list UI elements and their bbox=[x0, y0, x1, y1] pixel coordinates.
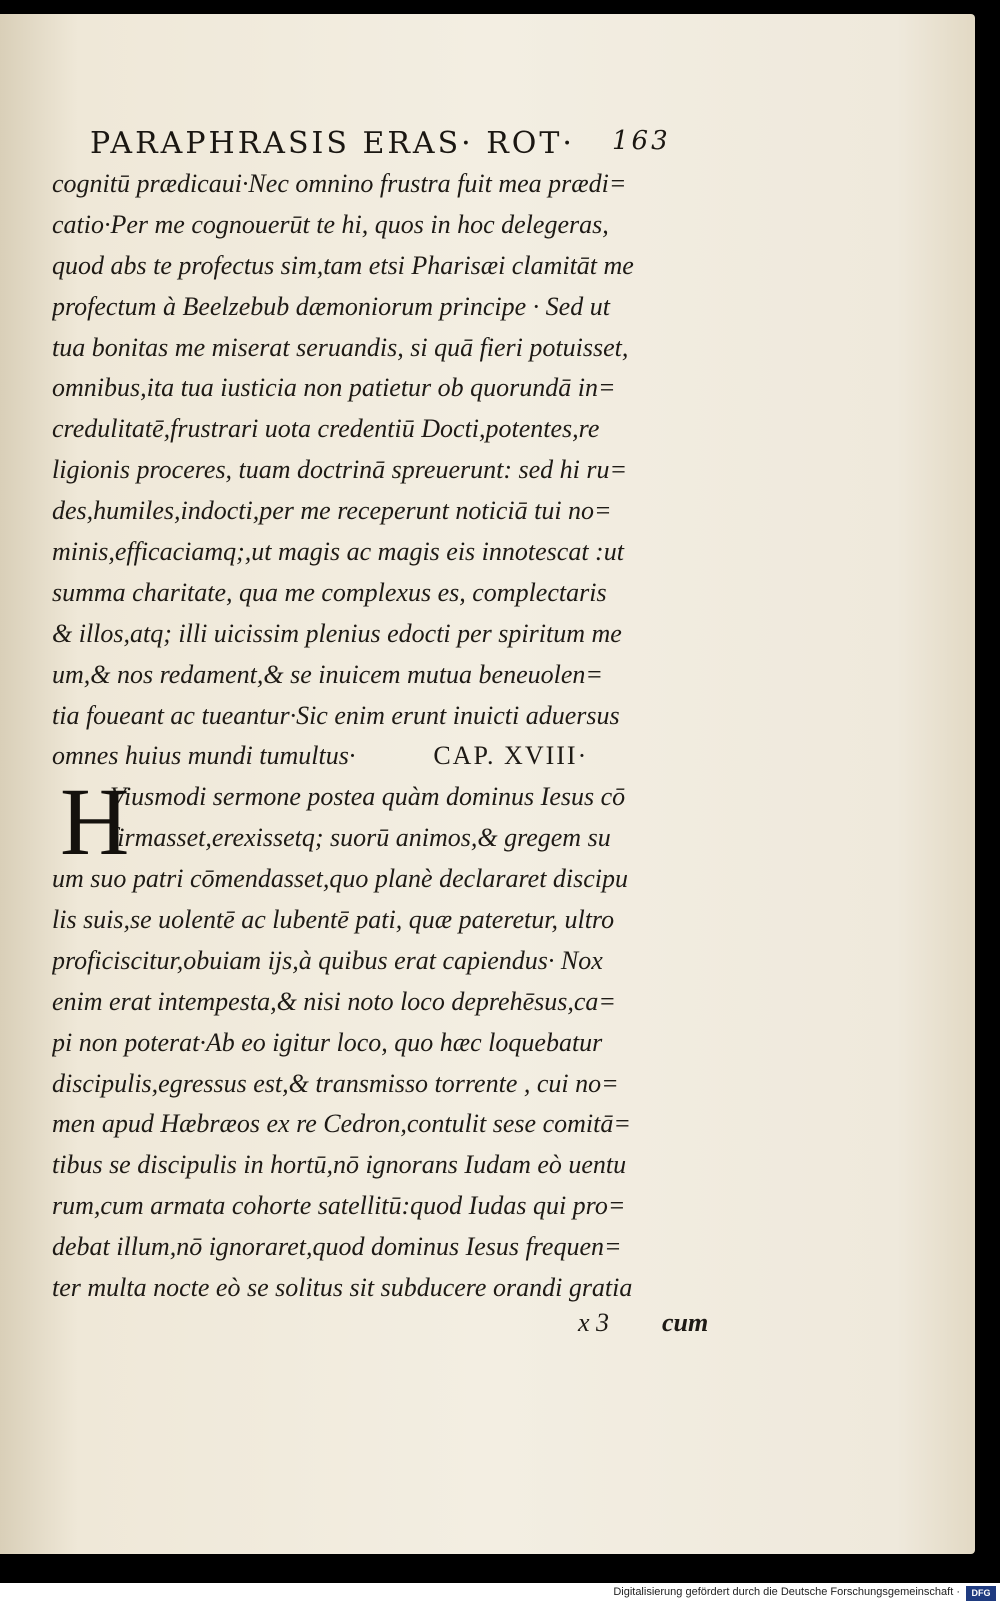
text-line: um,& nos redament,& se inuicem mutua beneuolen= bbox=[52, 659, 603, 689]
chapter-heading: CAP. XVIII· bbox=[433, 741, 589, 771]
text-line: lis suis,se uolentē ac lubentē pati, quæ pateretur, ultro bbox=[52, 905, 615, 935]
text-line: Viusmodi sermone postea quàm dominus Iesus cō bbox=[110, 782, 626, 812]
text-line: firmasset,erexissetq; suorū animos,& gregem su bbox=[110, 823, 611, 853]
text-line: & illos,atq; illi uicissim plenius edocti per spiritum me bbox=[52, 618, 622, 648]
text-line: minis,efficaciamq;,ut magis ac magis eis innotescat :ut bbox=[52, 537, 624, 567]
text-line: tua bonitas me miserat seruandis, si quā fieri potuisset, bbox=[52, 332, 629, 362]
text-line: profectum à Beelzebub dæmoniorum principe · Sed ut bbox=[52, 291, 610, 321]
text-line: ligionis proceres, tuam doctrinā spreuerunt: sed hi ru= bbox=[52, 455, 628, 485]
text-line: quod abs te profectus sim,tam etsi Pharisæi clamitāt me bbox=[52, 250, 634, 280]
text-line: tibus se discipulis in hortū,nō ignorans Iudam eò uentu bbox=[52, 1150, 627, 1180]
text-line: um suo patri cōmendasset,quo planè declararet discipu bbox=[52, 864, 629, 894]
text-line-with-chapter bbox=[52, 736, 732, 777]
signature-mark: x 3 bbox=[578, 1308, 610, 1337]
text-line: tia foueant ac tueantur·Sic enim erunt inuicti aduersus bbox=[52, 700, 620, 730]
text-line: des,humiles,indocti,per me receperunt noticiā tui no= bbox=[52, 496, 612, 526]
text-line: summa charitate, qua me complexus es, complectaris bbox=[52, 577, 607, 607]
page-number: 163 bbox=[612, 126, 671, 156]
text-line: rum,cum armata cohorte satellitū:quod Iudas qui pro= bbox=[52, 1191, 626, 1221]
text-line: discipulis,egressus est,& transmisso torrente , cui no= bbox=[52, 1068, 619, 1098]
text-line: debat illum,nō ignoraret,quod dominus Iesus frequen= bbox=[52, 1232, 622, 1262]
funding-credit: Digitalisierung gefördert durch die Deutsche Forschungsgemeinschaft · bbox=[613, 1586, 960, 1598]
digitization-footer bbox=[0, 1583, 1000, 1606]
text-line: omnes huius mundi tumultus· bbox=[52, 741, 356, 771]
text-line: cognitū prædicaui·Nec omnino frustra fuit mea prædi= bbox=[52, 169, 627, 198]
text-line: credulitatē,frustrari uota credentiū Docti,potentes,re bbox=[52, 414, 600, 444]
drop-capital: H bbox=[60, 768, 130, 875]
text-line: catio·Per me cognouerūt te hi, quos in hoc delegeras, bbox=[52, 209, 609, 239]
text-line: proficiscitur,obuiam ijs,à quibus erat capiendus· Nox bbox=[52, 945, 603, 975]
running-title: PARAPHRASIS ERAS· ROT· bbox=[90, 126, 575, 161]
text-line: men apud Hæbræos ex re Cedron,contulit sese comitā= bbox=[52, 1109, 631, 1139]
text-line: enim erat intempesta,& nisi noto loco deprehēsus,ca= bbox=[52, 986, 616, 1016]
page-header bbox=[90, 126, 670, 166]
dfg-logo: DFG bbox=[966, 1586, 996, 1601]
text-line: omnibus,ita tua iusticia non patietur ob quorundā in= bbox=[52, 373, 616, 403]
body-text bbox=[52, 164, 732, 1309]
catchword: cum bbox=[662, 1308, 709, 1337]
book-page bbox=[0, 14, 975, 1554]
text-line: ter multa nocte eò se solitus sit subducere orandi gratia bbox=[52, 1273, 633, 1303]
text-line: pi non poterat·Ab eo igitur loco, quo hæc loquebatur bbox=[52, 1027, 603, 1057]
